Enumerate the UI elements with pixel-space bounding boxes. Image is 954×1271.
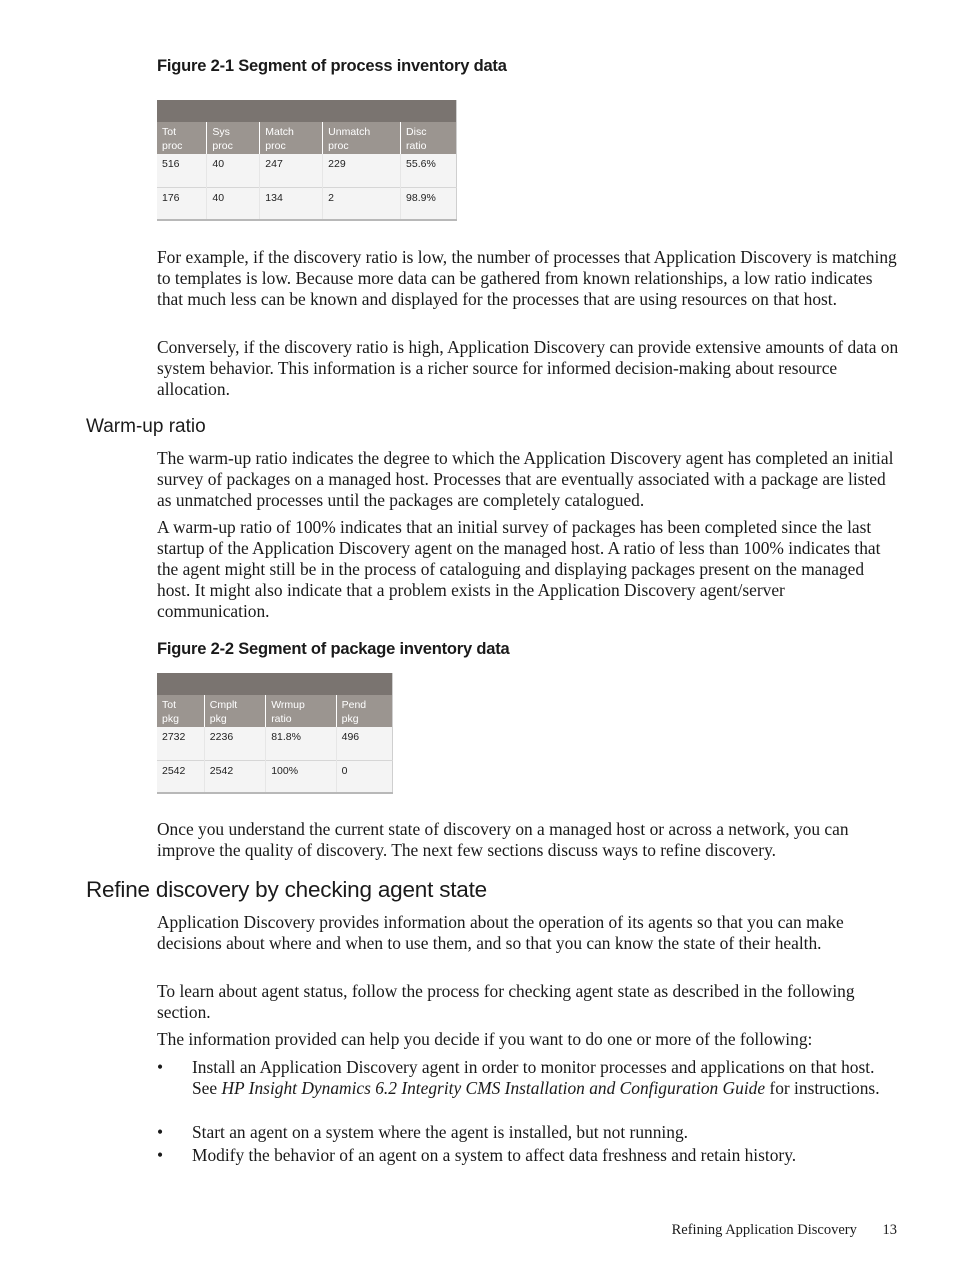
list-item-text: Modify the behavior of an agent on a system to affect data freshness and retain history.: [192, 1145, 797, 1165]
table-cell: 516: [157, 154, 207, 187]
table-cell: 176: [157, 187, 207, 220]
paragraph-information-provided: The information provided can help you decide if you want to do one or more of the following:: [157, 1029, 813, 1049]
table-header-bar: [157, 100, 457, 122]
table-row: [157, 727, 393, 760]
list-item: [157, 1057, 899, 1120]
figure-2-1-caption: Figure 2-1 Segment of process inventory data: [157, 57, 507, 75]
table-cell: 100%: [266, 760, 336, 793]
table-row: [157, 760, 393, 793]
table-cell: 2542: [157, 760, 204, 793]
paragraph-discovery-low: For example, if the discovery ratio is low, the number of processes that Application Discovery is matching to templates is low. Because more data can be gathered from known relationships, a low ratio indicates that much less can be known and displayed for the processes that are using resources on that host.: [157, 247, 897, 309]
column-header: Match proc: [260, 122, 323, 154]
paragraph-agent-status: To learn about agent status, follow the process for checking agent state as described in the following section.: [157, 981, 855, 1022]
table-cell: 40: [207, 154, 260, 187]
column-header: Pend pkg: [336, 695, 392, 727]
list-item-text: Start an agent on a system where the agent is installed, but not running.: [192, 1122, 689, 1142]
list-item: [157, 1122, 899, 1143]
paragraph-improve-discovery: Once you understand the current state of discovery on a managed host or across a network, you can improve the quality of discovery. The next few sections discuss ways to refine discovery.: [157, 819, 849, 860]
column-header: Unmatch proc: [323, 122, 401, 154]
table-cell: 98.9%: [401, 187, 457, 220]
table-cell: 55.6%: [401, 154, 457, 187]
heading-warm-up-ratio: Warm-up ratio: [86, 416, 206, 437]
bullet-icon: •: [157, 1122, 164, 1142]
list-item: [157, 1145, 899, 1166]
process-inventory-table: [157, 100, 457, 221]
guide-title: HP Insight Dynamics 6.2 Integrity CMS Installation and Configuration Guide: [221, 1077, 766, 1098]
bullet-icon: •: [157, 1145, 164, 1165]
table-cell: 2: [323, 187, 401, 220]
page-footer: [672, 1222, 897, 1239]
figure-2-2-caption: Figure 2-2 Segment of package inventory data: [157, 640, 510, 658]
table-cell: 247: [260, 154, 323, 187]
table-row: [157, 154, 457, 187]
table-cell: 2732: [157, 727, 204, 760]
table-row: [157, 187, 457, 220]
column-header: Wrmup ratio: [266, 695, 336, 727]
table-cell: 2542: [204, 760, 265, 793]
page-number: 13: [882, 1222, 897, 1238]
column-header: Tot proc: [157, 122, 207, 154]
paragraph-warmup-definition: The warm-up ratio indicates the degree to which the Application Discovery agent has completed an initial survey of packages on a managed host. Processes that are eventually associated with a package are listed as unmatched processes until the packages are completely catalogued.: [157, 448, 894, 510]
table-cell: 0: [336, 760, 392, 793]
table-cell: 81.8%: [266, 727, 336, 760]
table-cell: 229: [323, 154, 401, 187]
table-cell: 496: [336, 727, 392, 760]
table-header-bar: [157, 673, 393, 695]
column-header: Cmplt pkg: [204, 695, 265, 727]
package-inventory-table: [157, 673, 393, 794]
column-header: Sys proc: [207, 122, 260, 154]
column-header: Disc ratio: [401, 122, 457, 154]
footer-section-title: Refining Application Discovery: [671, 1222, 857, 1238]
column-header: Tot pkg: [157, 695, 204, 727]
paragraph-discovery-high: Conversely, if the discovery ratio is high, Application Discovery can provide extensive amounts of data on system behavior. This information is a richer source for informed decision-making about resource allocation.: [157, 337, 899, 399]
heading-refine-discovery: Refine discovery by checking agent state: [86, 877, 487, 902]
table-cell: 134: [260, 187, 323, 220]
list-item-text: Install an Application Discovery agent in order to monitor processes and applications on that host. See HP Insight Dynamics 6.2 Integrity CMS Installation and Configuration Guide for instructions.: [192, 1057, 880, 1098]
paragraph-agent-info: Application Discovery provides information about the operation of its agents so that you can make decisions about where and when to use them, and so that you can know the state of their health.: [157, 912, 844, 953]
table-cell: 2236: [204, 727, 265, 760]
table-cell: 40: [207, 187, 260, 220]
paragraph-warmup-100: A warm-up ratio of 100% indicates that an initial survey of packages has been completed since the last startup of the Application Discovery agent on the managed host. A ratio of less than 100% indicates that the agent might still be in the process of cataloguing and displaying packages present on the managed host. It might also indicate that a problem exists in the Application Discovery agent/server communication.: [157, 517, 881, 621]
bullet-icon: •: [157, 1057, 164, 1077]
